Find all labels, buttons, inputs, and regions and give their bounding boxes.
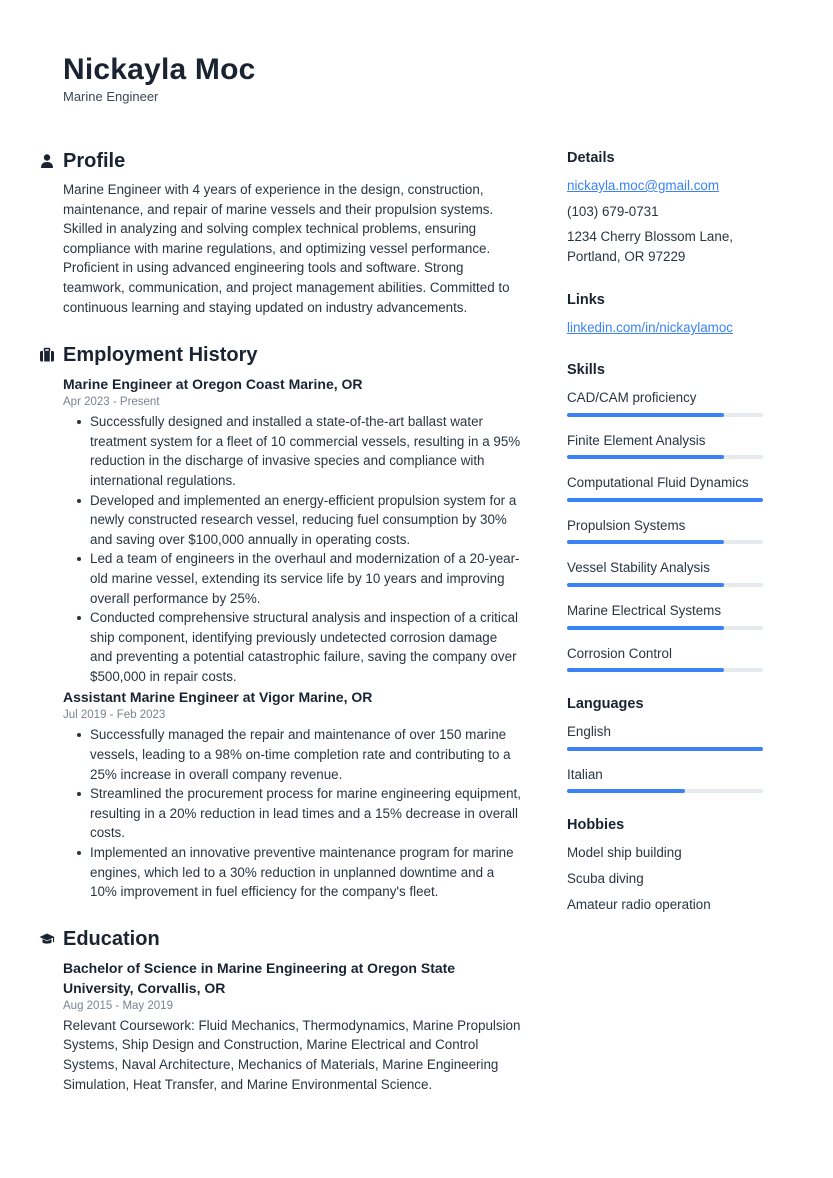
job-bullets xyxy=(63,725,523,901)
skill-level-fill xyxy=(567,413,724,417)
language-level-fill xyxy=(567,789,685,793)
skills-section xyxy=(567,360,764,672)
resume-header xyxy=(63,52,256,106)
hobby-item: Model ship building xyxy=(567,845,682,861)
phone-number: (103) 679-0731 xyxy=(567,203,659,219)
skill-item xyxy=(567,431,764,460)
degree-title: Bachelor of Science in Marine Engineering at Oregon State University, Corvallis, OR xyxy=(63,959,456,996)
hobbies-section xyxy=(567,815,764,914)
side-column xyxy=(567,148,764,914)
skill-level-bar xyxy=(567,498,763,502)
job-title: Assistant Marine Engineer at Vigor Marine, OR xyxy=(63,689,373,706)
candidate-name: Nickayla Moc xyxy=(63,53,256,86)
languages-heading: Languages xyxy=(567,696,644,713)
skill-item xyxy=(567,473,764,502)
job-bullet: Successfully managed the repair and maintenance of over 150 marine vessels, leading to a 98% on-time completion rate and contributing to a 25% increase in overall company revenue. xyxy=(90,725,523,784)
employment-header xyxy=(63,342,523,368)
candidate-title: Marine Engineer xyxy=(63,89,159,104)
skill-level-bar xyxy=(567,668,763,672)
job-bullet: Developed and implemented an energy-efficient propulsion system for a newly constructed research vessel, reducing fuel consumption by 30% and saving over $100,000 annually in operating costs. xyxy=(90,491,523,550)
hobby-item: Amateur radio operation xyxy=(567,896,711,912)
language-item xyxy=(567,765,764,794)
links-heading: Links xyxy=(567,292,605,309)
profile-section xyxy=(63,148,523,317)
skill-name: Marine Electrical Systems xyxy=(567,602,722,618)
job-bullet: Led a team of engineers in the overhaul and modernization of a 20-year-old marine vessel, extending its service life by 10 years and improving overall performance by 25%. xyxy=(90,549,523,608)
skill-item xyxy=(567,516,764,545)
skill-item xyxy=(567,388,764,417)
briefcase-icon xyxy=(39,347,55,363)
education-section xyxy=(63,926,523,1094)
job-dates: Jul 2019 - Feb 2023 xyxy=(63,709,166,722)
skill-item xyxy=(567,601,764,630)
job-bullets xyxy=(63,412,523,686)
skill-name: Vessel Stability Analysis xyxy=(567,560,710,576)
skill-level-fill xyxy=(567,626,724,630)
main-column xyxy=(63,148,523,1094)
address-line-2: Portland, OR 97229 xyxy=(567,248,686,264)
job-bullet: Successfully designed and installed a state-of-the-art ballast water treatment system for a fleet of 10 commercial vessels, resulting in a 95% reduction in the discharge of invasive species and compliance with international regulations. xyxy=(90,412,523,490)
employment-section xyxy=(63,342,523,902)
language-level-bar xyxy=(567,789,763,793)
skill-level-bar xyxy=(567,455,763,459)
job-bullet: Conducted comprehensive structural analysis and inspection of a critical ship component, identifying previously undetected corrosion damage and preventing a potential catastrophic failure, saving the company over $500,000 in repair costs. xyxy=(90,608,523,686)
skill-name: CAD/CAM proficiency xyxy=(567,389,697,405)
job-bullet: Streamlined the procurement process for marine engineering equipment, resulting in a 20% reduction in lead times and a 15% decrease in overall costs. xyxy=(90,784,523,843)
profile-heading: Profile xyxy=(63,150,126,172)
skill-level-fill xyxy=(567,455,724,459)
degree-dates: Aug 2015 - May 2019 xyxy=(63,999,173,1012)
graduation-cap-icon xyxy=(39,931,55,947)
skill-level-bar xyxy=(567,540,763,544)
skill-item xyxy=(567,558,764,587)
job-entry xyxy=(63,374,523,686)
skill-item xyxy=(567,644,764,673)
hobbies-heading: Hobbies xyxy=(567,817,625,834)
education-header xyxy=(63,926,523,952)
profile-summary: Marine Engineer with 4 years of experience in the design, construction, maintenance, and repair of marine vessels and their propulsion systems. Skilled in analyzing and solving complex technical problems, ensuring compliance with marine regulations, and optimizing vessel performance. Proficient in using advanced engineering tools and software. Strong teamwork, communication, and project management abilities. Committed to continuous learning and staying updated on industry advancements. xyxy=(63,182,510,315)
degree-coursework: Relevant Coursework: Fluid Mechanics, Thermodynamics, Marine Propulsion Systems, Ship Design and Construction, Marine Electrical and Control Systems, Naval Architecture, Mechanics of Materials, Marine Engineering Simulation, Heat Transfer, and Marine Environmental Science. xyxy=(63,1017,521,1092)
details-section xyxy=(567,148,764,266)
skill-level-fill xyxy=(567,583,724,587)
language-name: English xyxy=(567,724,611,740)
linkedin-link[interactable]: linkedin.com/in/nickaylamoc xyxy=(567,320,733,336)
skill-level-bar xyxy=(567,626,763,630)
links-section xyxy=(567,290,764,338)
email-link[interactable]: nickayla.moc@gmail.com xyxy=(567,178,720,193)
languages-list xyxy=(567,722,764,793)
profile-header xyxy=(63,148,523,174)
language-item xyxy=(567,722,764,751)
education-heading: Education xyxy=(63,927,160,950)
details-heading: Details xyxy=(567,150,615,166)
skill-name: Computational Fluid Dynamics xyxy=(567,475,749,491)
skill-name: Corrosion Control xyxy=(567,645,672,661)
hobby-item: Scuba diving xyxy=(567,870,644,886)
language-level-bar xyxy=(567,747,763,751)
skill-level-bar xyxy=(567,413,763,417)
skill-name: Propulsion Systems xyxy=(567,517,686,533)
skill-name: Finite Element Analysis xyxy=(567,432,706,448)
skill-level-fill xyxy=(567,540,724,544)
address-line-1: 1234 Cherry Blossom Lane, xyxy=(567,229,733,245)
skill-level-bar xyxy=(567,583,763,587)
person-icon xyxy=(39,153,55,169)
job-bullet: Implemented an innovative preventive maintenance program for marine engines, which led to a 30% reduction in unplanned downtime and a 10% improvement in fuel efficiency for the company's fleet. xyxy=(90,843,523,902)
languages-section xyxy=(567,694,764,793)
education-entry xyxy=(63,958,523,1094)
language-level-fill xyxy=(567,747,763,751)
job-entry xyxy=(63,687,523,901)
skills-heading: Skills xyxy=(567,361,605,378)
language-name: Italian xyxy=(567,766,603,782)
skill-level-fill xyxy=(567,498,763,502)
job-title: Marine Engineer at Oregon Coast Marine, OR xyxy=(63,376,363,393)
skill-level-fill xyxy=(567,668,724,672)
skills-list xyxy=(567,388,764,672)
employment-heading: Employment History xyxy=(63,344,258,367)
job-dates: Apr 2023 - Present xyxy=(63,396,160,409)
